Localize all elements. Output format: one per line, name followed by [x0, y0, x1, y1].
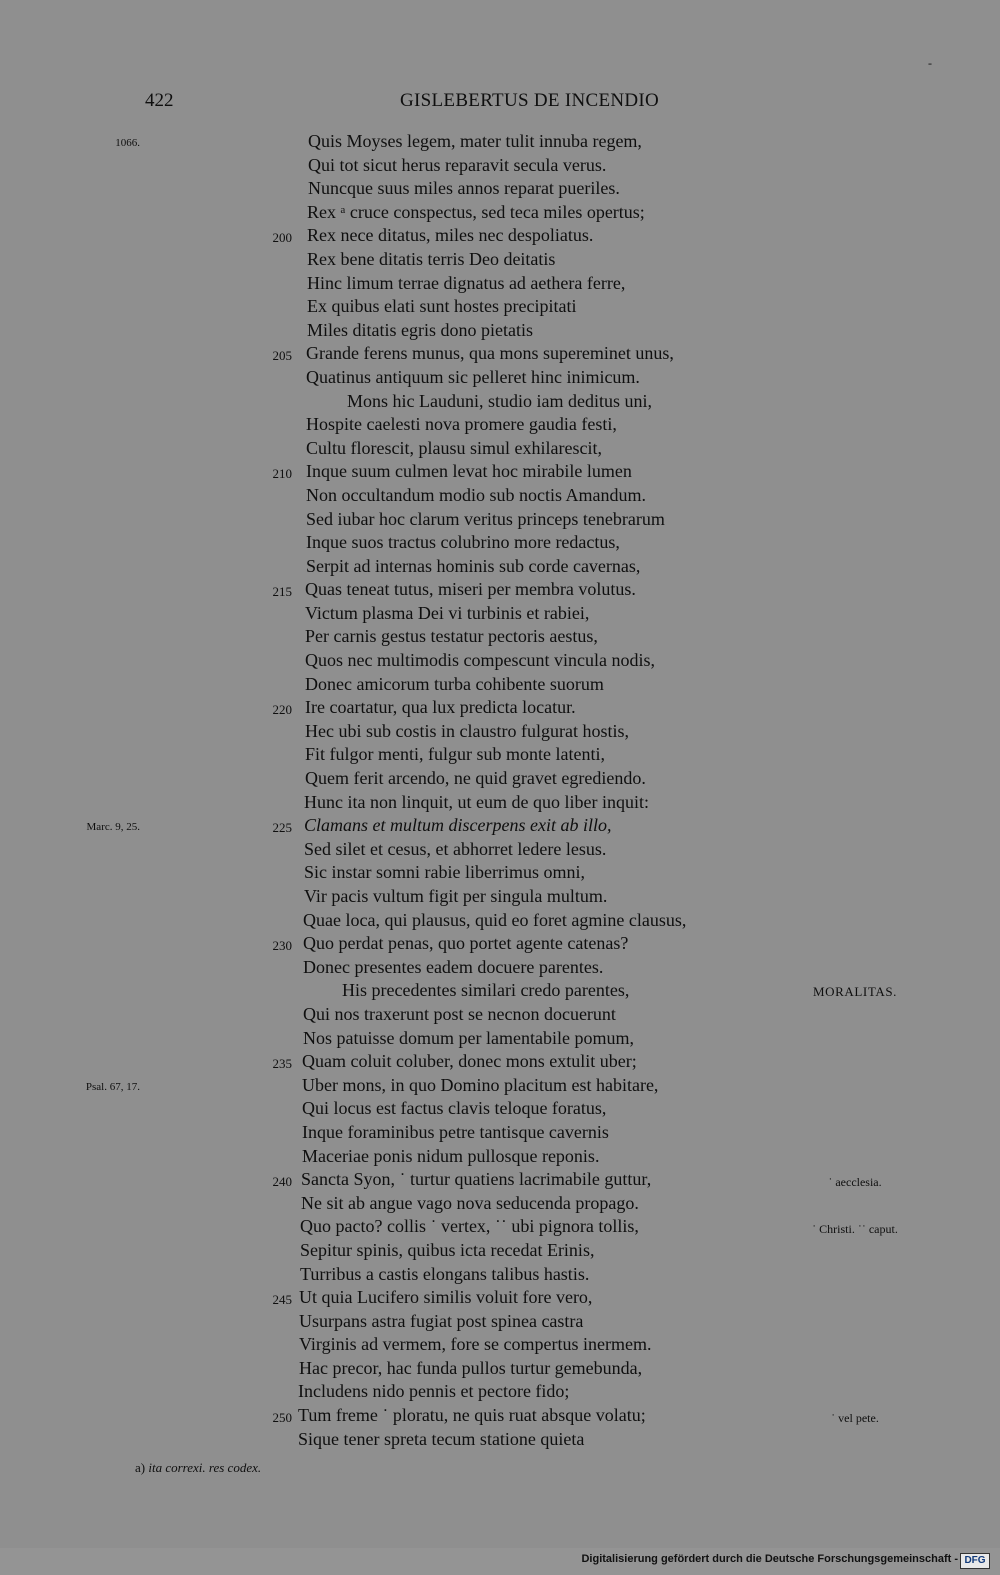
margin-reference: Psal. 67, 17.	[85, 1080, 140, 1093]
verse-text: Sancta Syon, ˙ turtur quatiens lacrimabile guttur,	[301, 1169, 652, 1190]
verse-line	[0, 414, 1000, 438]
verse-text: Ut quia Lucifero similis voluit fore vero,	[299, 1287, 593, 1308]
poem-text	[0, 131, 1000, 1452]
line-number: 245	[272, 1292, 292, 1308]
verse-line	[0, 650, 1000, 674]
line-number: 205	[272, 348, 292, 364]
verse-line	[0, 1287, 1000, 1311]
verse-text: Hinc limum terrae dignatus ad aethera ferre,	[307, 272, 626, 293]
dfg-logo: DFG	[960, 1553, 990, 1569]
verse-text: Fit fulgor menti, fulgur sub monte latenti,	[305, 744, 605, 765]
page-number: 422	[145, 90, 174, 111]
verse-line	[0, 792, 1000, 816]
verse-text: Cultu florescit, plausu simul exhilarescit,	[306, 437, 602, 458]
verse-text: Tum freme ˙ ploratu, ne quis ruat absque volatu;	[298, 1405, 646, 1426]
verse-text: Sique tener spreta tecum statione quieta	[298, 1428, 585, 1449]
verse-text: Includens nido pennis et pectore fido;	[298, 1381, 570, 1402]
verse-line	[0, 768, 1000, 792]
verse-line	[0, 1051, 1000, 1075]
verse-line	[0, 1334, 1000, 1358]
verse-text: Maceriae ponis nidum pullosque reponis.	[302, 1145, 600, 1166]
verse-line	[0, 579, 1000, 603]
verse-text: Inque suos tractus colubrino more redactus,	[306, 532, 620, 553]
verse-text: Sed iubar hoc clarum veritus princeps tenebrarum	[306, 508, 665, 529]
line-number: 210	[272, 466, 292, 482]
verse-line	[0, 296, 1000, 320]
line-number: 220	[272, 702, 292, 718]
margin-gloss: ˙ vel pete.	[831, 1411, 879, 1426]
verse-line	[0, 1358, 1000, 1382]
line-number: 240	[272, 1174, 292, 1190]
verse-line	[0, 249, 1000, 273]
verse-line	[0, 1075, 1000, 1099]
verse-text: Hac precor, hac funda pullos turtur gemebunda,	[299, 1357, 643, 1378]
footnote-marker: a)	[135, 1460, 146, 1475]
verse-text: Quem ferit arcendo, ne quid gravet egrediendo.	[305, 768, 646, 789]
verse-text: Sepitur spinis, quibus icta recedat Erinis,	[300, 1239, 595, 1260]
verse-text: Rex nece ditatus, miles nec despoliatus.	[307, 225, 594, 246]
verse-text: Grande ferens munus, qua mons supereminet unus,	[306, 343, 674, 364]
line-number: 250	[272, 1410, 292, 1426]
verse-line	[0, 461, 1000, 485]
funding-credit: Digitalisierung gefördert durch die Deutsche Forschungsgemeinschaft -	[581, 1553, 958, 1565]
verse-text: Clamans et multum discerpens exit ab illo,	[304, 815, 612, 836]
verse-text: Quae loca, qui plausus, quid eo foret agmine clausus,	[303, 909, 687, 930]
verse-line	[0, 532, 1000, 556]
verse-text: Donec amicorum turba cohibente suorum	[305, 673, 604, 694]
verse-text: Quas teneat tutus, miseri per membra volutus.	[305, 579, 636, 600]
verse-line	[0, 1146, 1000, 1170]
verse-text: Nos patuisse domum per lamentabile pomum,	[303, 1027, 634, 1048]
verse-line	[0, 1098, 1000, 1122]
verse-text: Qui nos traxerunt post se necnon docuerunt	[303, 1003, 616, 1024]
running-title: GISLEBERTUS DE INCENDIO	[400, 90, 660, 111]
verse-line	[0, 1193, 1000, 1217]
verse-text: Rex ᵃ cruce conspectus, sed teca miles opertus;	[307, 201, 645, 222]
margin-gloss: ˙ Christi. ˙˙ caput.	[812, 1222, 898, 1237]
verse-text: Usurpans astra fugiat post spinea castra	[299, 1310, 584, 1331]
verse-line	[0, 1028, 1000, 1052]
footnote-text: ita correxi. res codex.	[148, 1460, 262, 1475]
verse-line	[0, 1311, 1000, 1335]
verse-line	[0, 1169, 1000, 1193]
verse-line	[0, 839, 1000, 863]
verse-line	[0, 674, 1000, 698]
verse-text: Ex quibus elati sunt hostes precipitati	[307, 296, 577, 317]
verse-text: Ne sit ab angue vago nova seducenda propago.	[301, 1192, 639, 1213]
verse-line	[0, 320, 1000, 344]
verse-line	[0, 697, 1000, 721]
verse-text: Qui tot sicut herus reparavit secula verus.	[308, 154, 607, 175]
verse-line	[0, 980, 1000, 1004]
verse-text: Sed silet et cesus, et abhorret ledere lesus.	[304, 838, 607, 859]
margin-gloss: ˙ aecclesia.	[828, 1175, 882, 1190]
verse-text: Virginis ad vermem, fore se compertus inermem.	[299, 1334, 652, 1355]
verse-text: Vir pacis vultum figit per singula multum.	[304, 886, 608, 906]
line-number: 200	[272, 230, 292, 246]
verse-line	[0, 1264, 1000, 1288]
line-number: 230	[272, 938, 292, 954]
verse-text: Hunc ita non linquit, ut eum de quo liber inquit:	[304, 791, 649, 812]
verse-line	[0, 1405, 1000, 1429]
verse-text: Qui locus est factus clavis teloque foratus,	[302, 1098, 607, 1119]
verse-text: Victum plasma Dei vi turbinis et rabiei,	[305, 602, 590, 623]
verse-line	[0, 509, 1000, 533]
verse-line	[0, 391, 1000, 415]
verse-line	[0, 343, 1000, 367]
verse-text: Per carnis gestus testatur pectoris aestus,	[305, 626, 598, 647]
verse-text: Rex bene ditatis terris Deo deitatis	[307, 248, 556, 269]
verse-text: Donec presentes eadem docuere parentes.	[303, 956, 604, 977]
verse-text: Hec ubi sub costis in claustro fulgurat hostis,	[305, 720, 629, 741]
verse-line	[0, 626, 1000, 650]
verse-line	[0, 1381, 1000, 1405]
line-number: 225	[272, 820, 292, 836]
verse-text: Turribus a castis elongans talibus hastis.	[300, 1263, 590, 1284]
verse-line	[0, 862, 1000, 886]
margin-reference: Marc. 9, 25.	[86, 821, 140, 834]
verse-line	[0, 886, 1000, 910]
margin-gloss: MORALITAS.	[812, 984, 898, 1000]
verse-text: Quis Moyses legem, mater tulit innuba regem,	[308, 131, 642, 151]
footnote	[135, 1460, 261, 1476]
verse-text: Non occultandum modio sub noctis Amandum.	[306, 484, 646, 505]
verse-line	[0, 721, 1000, 745]
verse-text: Uber mons, in quo Domino placitum est habitare,	[302, 1074, 659, 1095]
verse-line	[0, 202, 1000, 226]
verse-text: Hospite caelesti nova promere gaudia festi,	[306, 414, 617, 435]
verse-text: Quatinus antiquum sic pelleret hinc inimicum.	[306, 366, 640, 387]
verse-line	[0, 1240, 1000, 1264]
verse-line	[0, 957, 1000, 981]
corner-mark: -	[928, 56, 932, 70]
verse-line	[0, 1216, 1000, 1240]
verse-text: Quo perdat penas, quo portet agente catenas?	[303, 933, 629, 954]
verse-line	[0, 367, 1000, 391]
verse-line	[0, 556, 1000, 580]
verse-line	[0, 273, 1000, 297]
verse-line	[0, 178, 1000, 202]
verse-line	[0, 438, 1000, 462]
verse-text: Ire coartatur, qua lux predicta locatur.	[305, 697, 576, 718]
verse-line	[0, 1004, 1000, 1028]
verse-line	[0, 1429, 1000, 1453]
verse-line	[0, 1122, 1000, 1146]
verse-text: Quo pacto? collis ˙ vertex, ˙˙ ubi pignora tollis,	[300, 1216, 639, 1237]
verse-line	[0, 131, 1000, 155]
verse-line	[0, 744, 1000, 768]
verse-text: His precedentes similari credo parentes,	[342, 980, 630, 1001]
verse-line	[0, 815, 1000, 839]
margin-reference: 1066.	[115, 137, 140, 149]
verse-line	[0, 155, 1000, 179]
verse-text: Inque foraminibus petre tantisque cavernis	[302, 1121, 609, 1142]
verse-text: Serpit ad internas hominis sub corde cavernas,	[306, 555, 641, 576]
verse-text: Miles ditatis egris dono pietatis	[307, 319, 533, 340]
line-number: 215	[272, 584, 292, 600]
verse-text: Nuncque suus miles annos reparat pueriles.	[308, 178, 620, 199]
verse-text: Quam coluit coluber, donec mons extulit uber;	[302, 1051, 637, 1072]
line-number: 235	[272, 1056, 292, 1072]
verse-text: Mons hic Lauduni, studio iam deditus uni,	[347, 390, 652, 411]
verse-line	[0, 225, 1000, 249]
verse-text: Inque suum culmen levat hoc mirabile lumen	[306, 461, 632, 482]
verse-line	[0, 910, 1000, 934]
verse-text: Sic instar somni rabie liberrimus omni,	[304, 862, 585, 883]
verse-line	[0, 933, 1000, 957]
verse-text: Quos nec multimodis compescunt vincula nodis,	[305, 650, 655, 671]
verse-line	[0, 603, 1000, 627]
verse-line	[0, 485, 1000, 509]
